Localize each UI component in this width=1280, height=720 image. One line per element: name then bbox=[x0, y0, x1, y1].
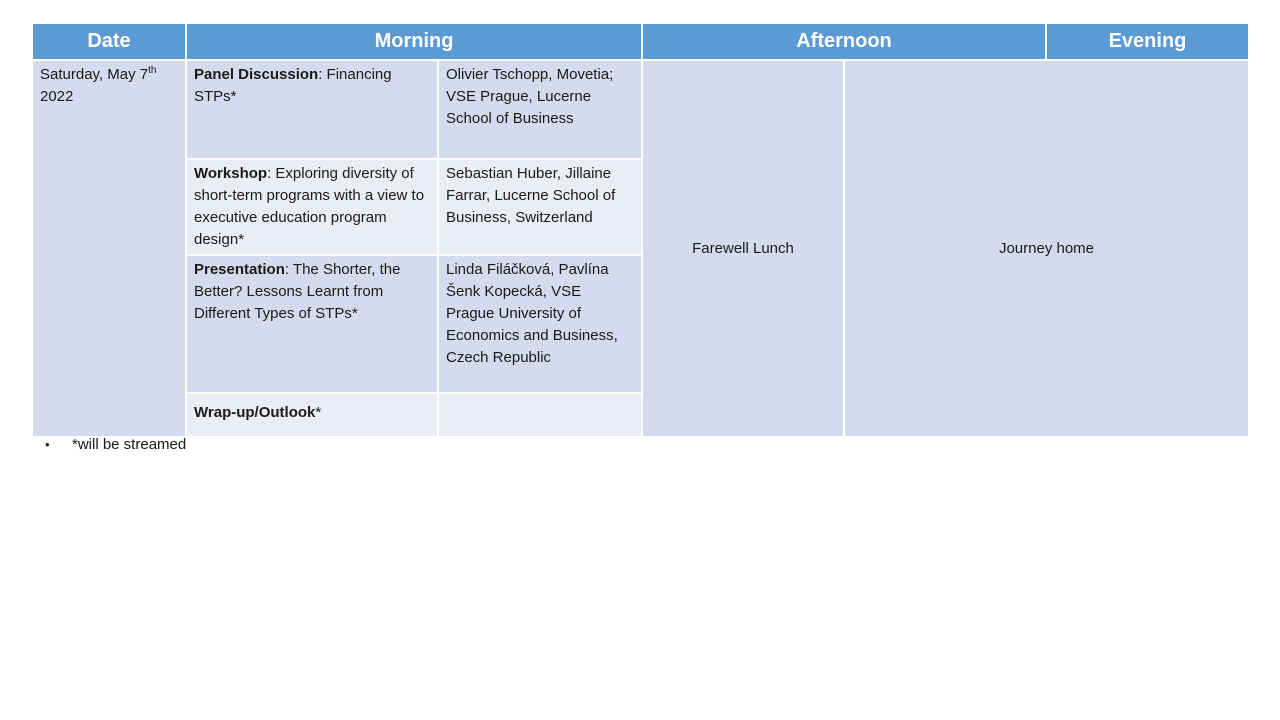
speaker-cell-workshop: Sebastian Huber, Jillaine Farrar, Lucerne School of Business, Switzerland bbox=[439, 160, 641, 254]
session-title-rest: : Financing STPs* bbox=[194, 66, 392, 105]
header-afternoon: Afternoon bbox=[643, 24, 1045, 59]
schedule-table bbox=[31, 22, 1250, 438]
footnote-text: *will be streamed bbox=[72, 436, 187, 453]
footnote bbox=[45, 434, 186, 456]
date-superscript: th bbox=[148, 65, 157, 76]
journey-home-cell: Journey home bbox=[845, 61, 1248, 436]
date-cell bbox=[33, 61, 185, 436]
header-date: Date bbox=[33, 24, 185, 59]
header-evening: Evening bbox=[1047, 24, 1248, 59]
session-cell-presentation bbox=[187, 256, 437, 392]
schedule-table-wrapper bbox=[31, 22, 1250, 438]
session-title-bold: Wrap-up/Outlook bbox=[194, 404, 316, 421]
session-cell-workshop bbox=[187, 160, 437, 254]
header-row bbox=[33, 24, 1248, 59]
farewell-lunch-cell: Farewell Lunch bbox=[643, 61, 843, 436]
session-title-rest: : Exploring diversity of short-term programs with a view to executive education program design* bbox=[194, 165, 425, 248]
header-morning: Morning bbox=[187, 24, 641, 59]
speaker-cell-panel-discussion: Olivier Tschopp, Movetia; VSE Prague, Lucerne School of Business bbox=[439, 61, 641, 158]
session-cell-wrapup bbox=[187, 394, 437, 436]
session-title-rest: * bbox=[315, 404, 322, 421]
session-title-bold: Presentation bbox=[194, 261, 285, 278]
table-row bbox=[33, 61, 1248, 158]
date-text: Saturday, May 7 bbox=[40, 66, 149, 83]
session-title-bold: Workshop bbox=[194, 165, 268, 182]
speaker-cell-presentation: Linda Filáčková, Pavlína Šenk Kopecká, VSE Prague University of Economics and Business, Czech Republic bbox=[439, 256, 641, 392]
session-title-rest: : The Shorter, the Better? Lessons Learnt from Different Types of STPs* bbox=[194, 261, 401, 322]
date-year: 2022 bbox=[40, 88, 74, 105]
speaker-cell-wrapup bbox=[439, 394, 641, 436]
bullet-icon: • bbox=[45, 437, 50, 452]
session-cell-panel-discussion bbox=[187, 61, 437, 158]
session-title-bold: Panel Discussion bbox=[194, 66, 319, 83]
